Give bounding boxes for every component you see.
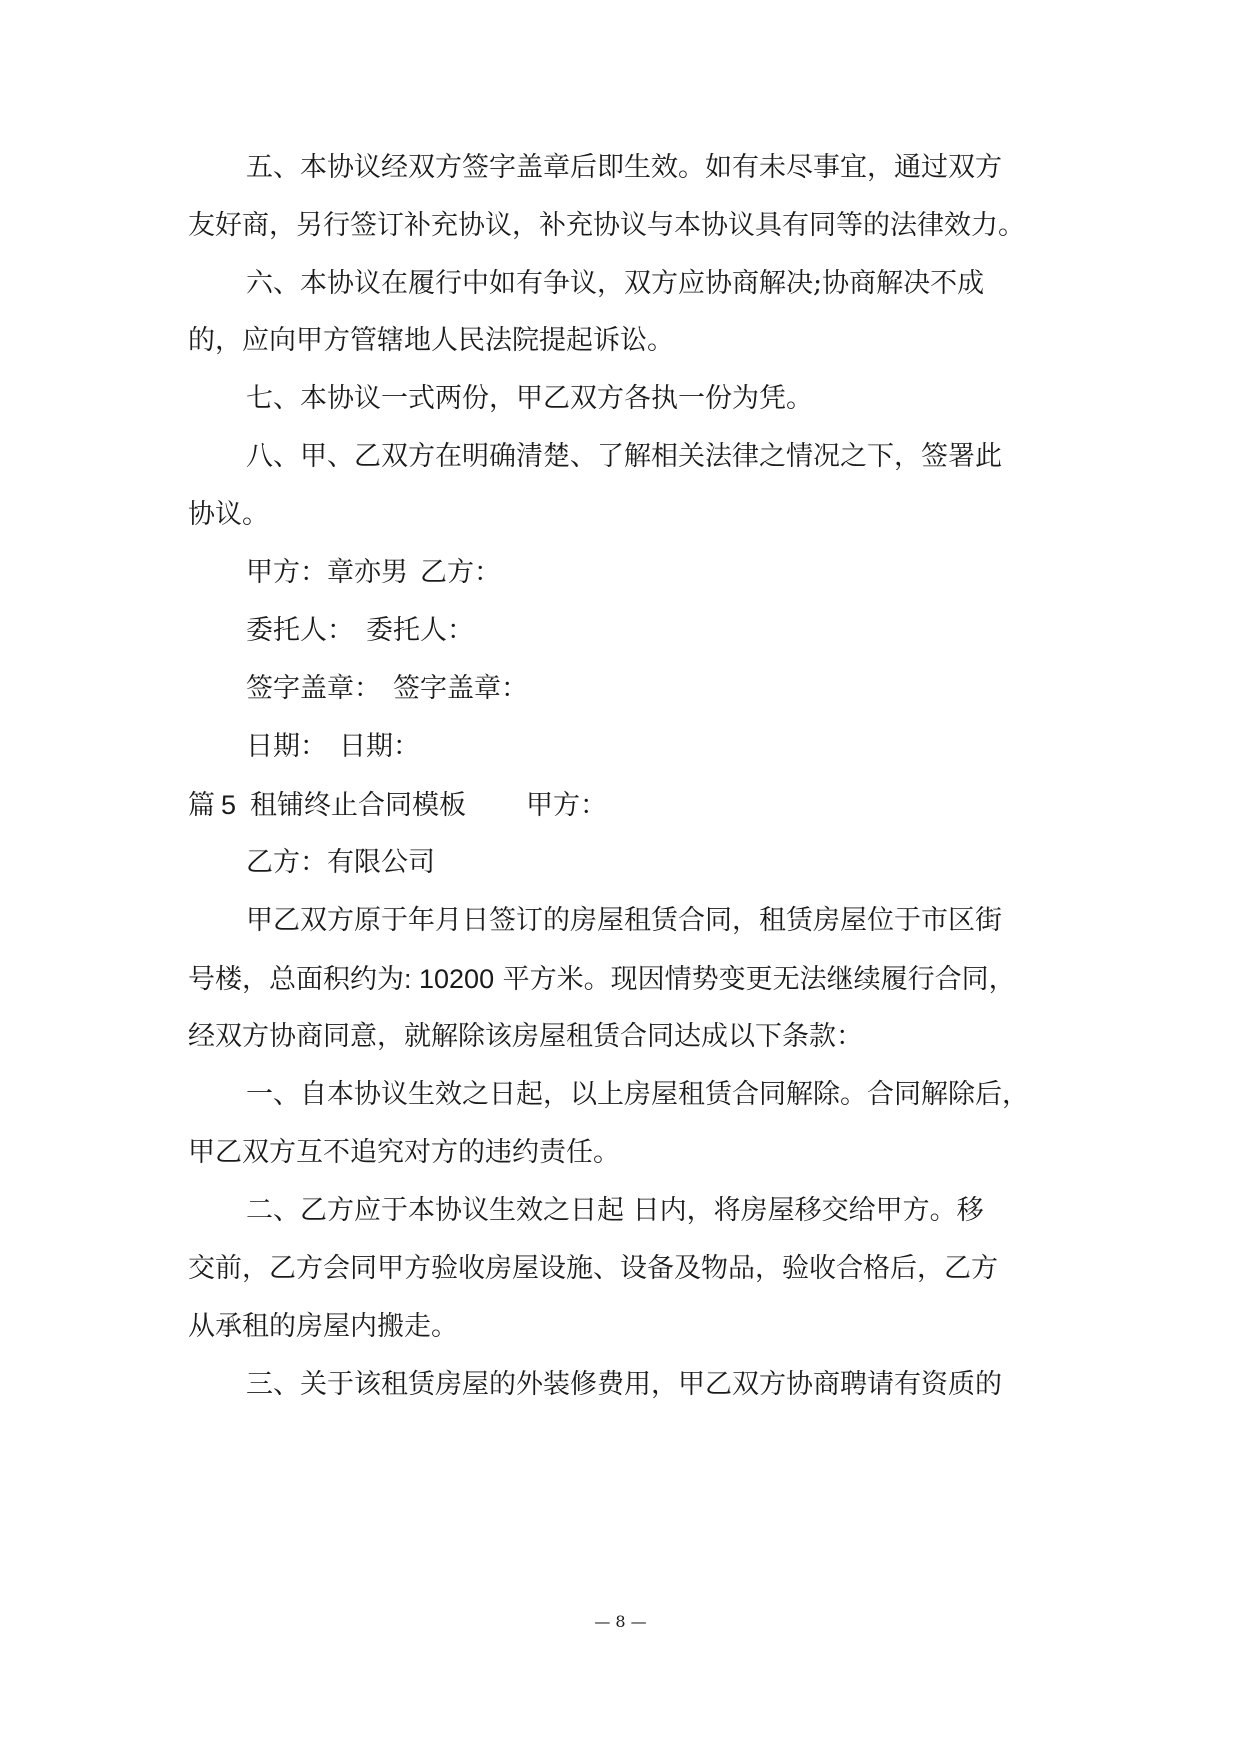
section-title: 租铺终止合同模板 xyxy=(250,790,467,821)
section-prefix: 篇 xyxy=(188,790,215,821)
date-a-label: 日期： xyxy=(246,731,327,762)
clause-5-line-1: 五、本协议经双方签字盖章后即生效。如有未尽事宜，通过双方 xyxy=(246,152,1002,183)
party-b-label: 乙方： xyxy=(420,557,501,588)
page-number: — 8 — xyxy=(594,1612,647,1631)
clause-6-line-1: 六、本协议在履行中如有争议，双方应协商解决;协商解决不成 xyxy=(246,268,985,299)
seal-b-label: 签字盖章： xyxy=(393,673,528,704)
term-1-line-2: 甲乙双方互不追究对方的违约责任。 xyxy=(188,1137,620,1168)
party-b-line: 乙方：有限公司 xyxy=(246,847,435,878)
agent-a-label: 委托人： xyxy=(246,615,354,646)
signature-seal-line xyxy=(246,671,528,707)
term-2-line-1: 二、乙方应于本协议生效之日起 日内，将房屋移交给甲方。移 xyxy=(246,1195,984,1226)
clause-7-line-1: 七、本协议一式两份，甲乙双方各执一份为凭。 xyxy=(246,383,813,414)
signature-date-line xyxy=(246,729,420,765)
party-a-name: 章亦男 xyxy=(327,557,408,588)
section-number: 5 xyxy=(221,790,237,820)
date-b-label: 日期： xyxy=(339,731,420,762)
signature-agent-line xyxy=(246,613,474,649)
section-party-a-label: 甲方： xyxy=(526,790,608,821)
term-3-line-1: 三、关于该租赁房屋的外装修费用，甲乙双方协商聘请有资质的 xyxy=(246,1369,1002,1400)
clause-8-line-2: 协议。 xyxy=(188,499,269,530)
area-value: : 10200 xyxy=(404,964,495,994)
clause-8-line-1: 八、甲、乙双方在明确清楚、了解相关法律之情况之下，签署此 xyxy=(246,441,1002,472)
term-2-line-2: 交前，乙方会同甲方验收房屋设施、设备及物品，验收合格后，乙方 xyxy=(188,1253,998,1284)
area-text-after: 平方米。现因情势变更无法继续履行合同， xyxy=(494,964,1016,995)
section-heading xyxy=(188,787,607,823)
term-1-line-1: 一、自本协议生效之日起，以上房屋租赁合同解除。合同解除后， xyxy=(246,1079,1029,1110)
paragraph-1-line-1: 甲乙双方原于年月日签订的房屋租赁合同，租赁房屋位于市区街 xyxy=(246,905,1002,936)
signature-party-line xyxy=(246,555,501,591)
term-2-line-3: 从承租的房屋内搬走。 xyxy=(188,1311,458,1342)
seal-a-label: 签字盖章： xyxy=(246,673,381,704)
paragraph-1-line-2 xyxy=(188,961,1016,997)
clause-6-line-2: 的，应向甲方管辖地人民法院提起诉讼。 xyxy=(188,325,674,356)
clause-5-line-2: 友好商，另行签订补充协议，补充协议与本协议具有同等的法律效力。 xyxy=(188,210,1025,241)
party-a-label: 甲方： xyxy=(246,557,327,588)
agent-b-label: 委托人： xyxy=(366,615,474,646)
area-text-before: 号楼，总面积约为 xyxy=(188,964,404,995)
paragraph-1-line-3: 经双方协商同意，就解除该房屋租赁合同达成以下条款： xyxy=(188,1021,863,1052)
